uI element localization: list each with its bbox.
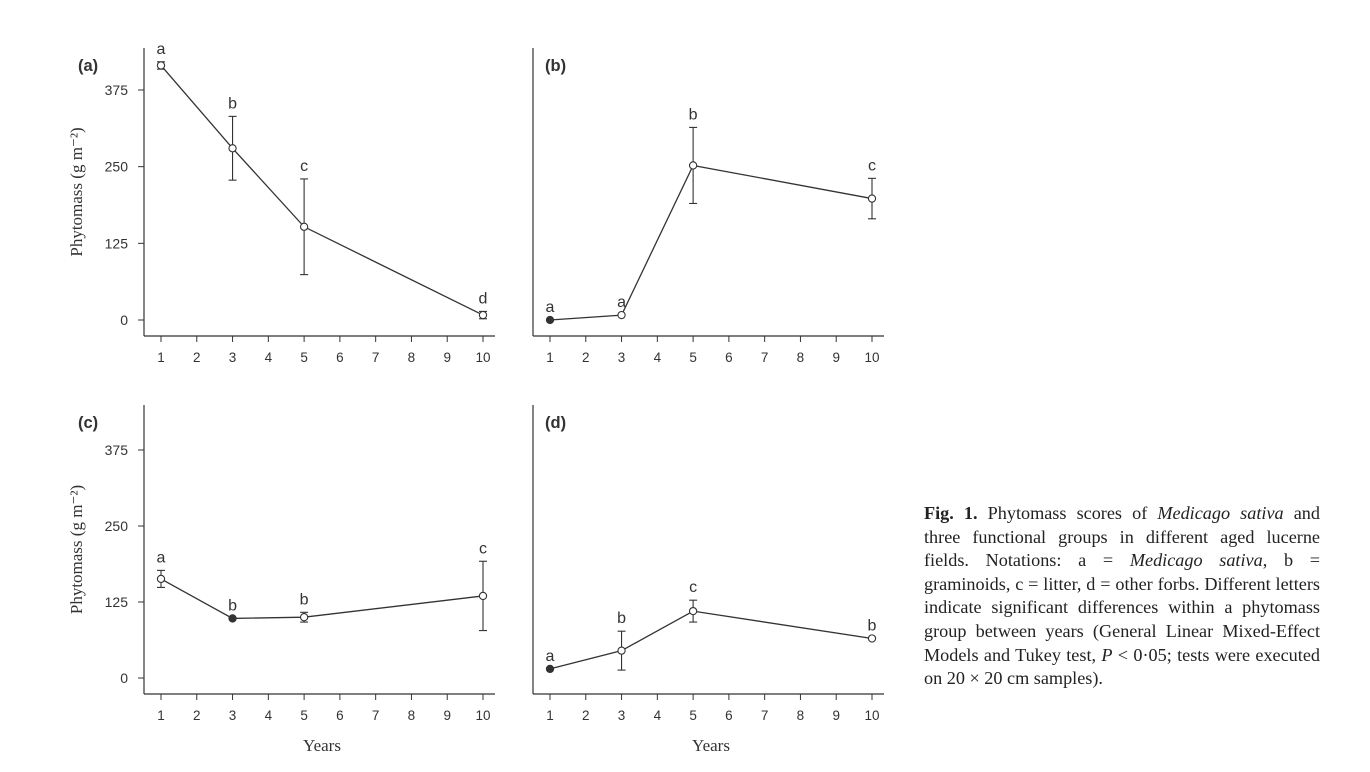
significance-letter: a bbox=[545, 647, 555, 665]
significance-letter: a bbox=[545, 299, 555, 316]
y-axis-title: Phytomass (g m⁻²) bbox=[67, 484, 86, 615]
significance-letter: c bbox=[300, 157, 309, 175]
x-axis-title: Years bbox=[303, 736, 341, 755]
y-tick-label: 250 bbox=[104, 158, 128, 175]
y-tick-label: 375 bbox=[104, 442, 128, 458]
significance-letter: b bbox=[228, 597, 238, 615]
y-tick-label: 0 bbox=[120, 312, 128, 328]
x-tick-label: 10 bbox=[475, 350, 491, 365]
significance-letter: b bbox=[228, 95, 238, 113]
series-line bbox=[161, 579, 483, 619]
data-point bbox=[868, 195, 875, 202]
series-line bbox=[550, 611, 872, 669]
data-point bbox=[690, 608, 697, 615]
data-point bbox=[229, 615, 236, 622]
data-point bbox=[479, 592, 486, 599]
data-point bbox=[546, 316, 553, 323]
significance-letter: c bbox=[689, 579, 698, 597]
x-tick-label: 9 bbox=[443, 708, 451, 723]
x-tick-label: 1 bbox=[546, 708, 554, 723]
data-point bbox=[690, 162, 697, 169]
caption-text-4: < 0·05; tests were executed on 20 × 20 cm samples). bbox=[924, 644, 1320, 689]
x-tick-label: 1 bbox=[546, 350, 554, 365]
data-point bbox=[301, 614, 308, 621]
x-tick-label: 6 bbox=[725, 350, 733, 365]
x-tick-label: 5 bbox=[689, 708, 697, 723]
data-point bbox=[229, 145, 236, 152]
caption-species: Medicago sativa bbox=[1157, 503, 1284, 523]
x-tick-label: 8 bbox=[796, 708, 805, 723]
x-tick-label: 9 bbox=[443, 350, 451, 365]
x-tick-label: 9 bbox=[832, 350, 840, 365]
significance-letter: b bbox=[299, 591, 309, 609]
x-tick-label: 5 bbox=[300, 708, 308, 723]
panel-label: (d) bbox=[545, 414, 567, 432]
x-tick-label: 8 bbox=[796, 350, 805, 365]
significance-letter: b bbox=[688, 106, 698, 124]
significance-letter: a bbox=[156, 549, 166, 567]
x-tick-label: 3 bbox=[617, 708, 626, 723]
significance-letter: a bbox=[156, 40, 166, 58]
x-tick-label: 10 bbox=[864, 350, 880, 365]
x-tick-label: 4 bbox=[264, 350, 273, 365]
panel-label: (b) bbox=[545, 57, 567, 75]
x-tick-label: 1 bbox=[157, 708, 165, 723]
x-tick-label: 6 bbox=[725, 708, 733, 723]
x-tick-label: 8 bbox=[407, 708, 416, 723]
x-tick-label: 5 bbox=[689, 350, 697, 365]
x-tick-label: 5 bbox=[300, 350, 308, 365]
y-tick-label: 125 bbox=[104, 235, 128, 252]
caption-text-1: Phytomass scores of bbox=[977, 503, 1158, 523]
significance-letter: d bbox=[478, 290, 488, 308]
caption-p-symbol: P bbox=[1101, 644, 1113, 665]
significance-letter: b bbox=[617, 610, 627, 628]
significance-letter: c bbox=[868, 157, 876, 175]
significance-letter: c bbox=[479, 540, 487, 558]
y-axis-title: Phytomass (g m⁻²) bbox=[67, 127, 86, 257]
data-point bbox=[157, 575, 164, 582]
data-point bbox=[868, 635, 875, 642]
significance-letter: b bbox=[867, 617, 877, 635]
data-point bbox=[157, 62, 164, 69]
x-tick-label: 3 bbox=[228, 708, 237, 723]
data-point bbox=[618, 311, 625, 318]
series-line bbox=[550, 165, 872, 320]
x-tick-label: 6 bbox=[336, 350, 344, 365]
data-point bbox=[301, 223, 308, 230]
x-tick-label: 10 bbox=[864, 708, 880, 723]
x-tick-label: 9 bbox=[832, 708, 840, 723]
x-tick-label: 2 bbox=[193, 350, 201, 365]
panel-label: (a) bbox=[78, 57, 99, 75]
x-tick-label: 4 bbox=[264, 708, 273, 723]
x-tick-label: 8 bbox=[407, 350, 416, 365]
significance-letter: a bbox=[617, 294, 627, 312]
x-tick-label: 1 bbox=[157, 350, 165, 365]
x-tick-label: 6 bbox=[336, 708, 344, 723]
x-tick-label: 10 bbox=[475, 708, 491, 723]
x-tick-label: 7 bbox=[371, 350, 380, 365]
y-tick-label: 375 bbox=[104, 82, 128, 98]
x-tick-label: 7 bbox=[760, 708, 769, 723]
x-tick-label: 2 bbox=[582, 350, 590, 365]
caption-fig-label: Fig. 1. bbox=[924, 503, 978, 523]
data-point bbox=[546, 665, 553, 672]
y-tick-label: 0 bbox=[120, 670, 128, 686]
x-tick-label: 2 bbox=[582, 708, 590, 723]
caption-text-2: and three functional groups in different aged lucerne fields. Notations: a = bbox=[924, 503, 1320, 571]
y-tick-label: 250 bbox=[104, 518, 128, 534]
x-tick-label: 4 bbox=[653, 708, 662, 723]
y-tick-label: 125 bbox=[104, 594, 128, 610]
x-tick-label: 4 bbox=[653, 350, 662, 365]
data-point bbox=[479, 311, 486, 318]
data-point bbox=[618, 647, 625, 654]
figure-caption bbox=[924, 502, 1320, 691]
series-line bbox=[161, 65, 483, 315]
caption-species-2: Medicago sativa bbox=[1129, 550, 1263, 571]
x-tick-label: 7 bbox=[760, 350, 769, 365]
x-axis-title: Years bbox=[692, 736, 730, 755]
x-tick-label: 3 bbox=[228, 350, 237, 365]
x-tick-label: 7 bbox=[371, 708, 380, 723]
x-tick-label: 3 bbox=[617, 350, 626, 365]
panel-label: (c) bbox=[78, 414, 99, 432]
caption-text-3: , b = graminoids, c = litter, d = other forbs. Different letters indicate significant differences within a phytomass group between years (General Linear Mixed-Effect Models and Tukey test, bbox=[924, 550, 1321, 665]
x-tick-label: 2 bbox=[193, 708, 201, 723]
